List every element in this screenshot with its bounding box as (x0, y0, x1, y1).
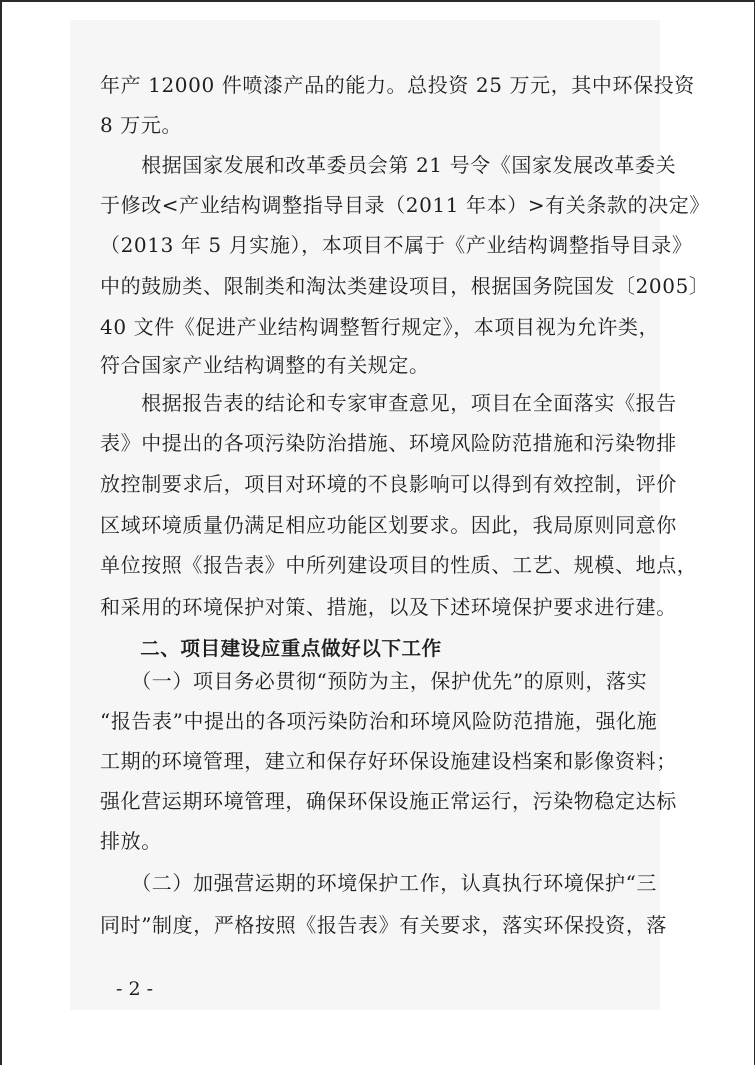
text-line: 排放。 (100, 829, 162, 853)
text-line: 表》中提出的各项污染防治措施、环境风险防范措施和污染物排 (100, 431, 677, 455)
text-line: 40 文件《促进产业结构调整暂行规定》，本项目视为允许类， (100, 315, 660, 339)
text-line: 根据国家发展和改革委员会第 21 号令《国家发展改革委关 (100, 153, 677, 177)
text-line: 同时”制度，严格按照《报告表》有关要求，落实环保投资，落 (100, 913, 668, 937)
text-line: 年产 12000 件喷漆产品的能力。总投资 25 万元，其中环保投资 (100, 73, 695, 97)
text-line: 强化营运期环境管理，确保环保设施正常运行，污染物稳定达标 (100, 789, 677, 813)
text-line: 于修改<产业结构调整指导目录（2011 年本）>有关条款的决定》 (100, 193, 710, 217)
text-line: “报告表”中提出的各项污染防治和环境风险防范措施，强化施 (100, 709, 658, 733)
text-line: （2013 年 5 月实施），本项目不属于《产业结构调整指导目录》 (100, 233, 693, 257)
text-line: 工期的环境管理，建立和保存好环保设施建设档案和影像资料； (100, 749, 677, 773)
text-line: 符合国家产业结构调整的有关规定。 (100, 353, 430, 377)
text-line: 根据报告表的结论和专家审查意见，项目在全面落实《报告 (100, 391, 677, 415)
text-line: 和采用的环境保护对策、措施，以及下述环境保护要求进行建。 (100, 595, 677, 619)
text-line: 区域环境质量仍满足相应功能区划要求。因此，我局原则同意你 (100, 513, 677, 537)
text-line: （一）项目务必贯彻“预防为主，保护优先”的原则，落实 (100, 669, 648, 693)
text-line: 单位按照《报告表》中所列建设项目的性质、工艺、规模、地点， (100, 553, 698, 577)
page-number: - 2 - (116, 978, 154, 1000)
text-line: 中的鼓励类、限制类和淘汰类建设项目，根据国务院国发〔2005〕 (100, 274, 710, 298)
text-line: 放控制要求后，项目对环境的不良影响可以得到有效控制，评价 (100, 472, 677, 496)
section-heading: 二、项目建设应重点做好以下工作 (100, 637, 442, 660)
text-line: （二）加强营运期的环境保护工作，认真执行环境保护“三 (100, 871, 658, 895)
text-line: 8 万元。 (100, 113, 183, 137)
